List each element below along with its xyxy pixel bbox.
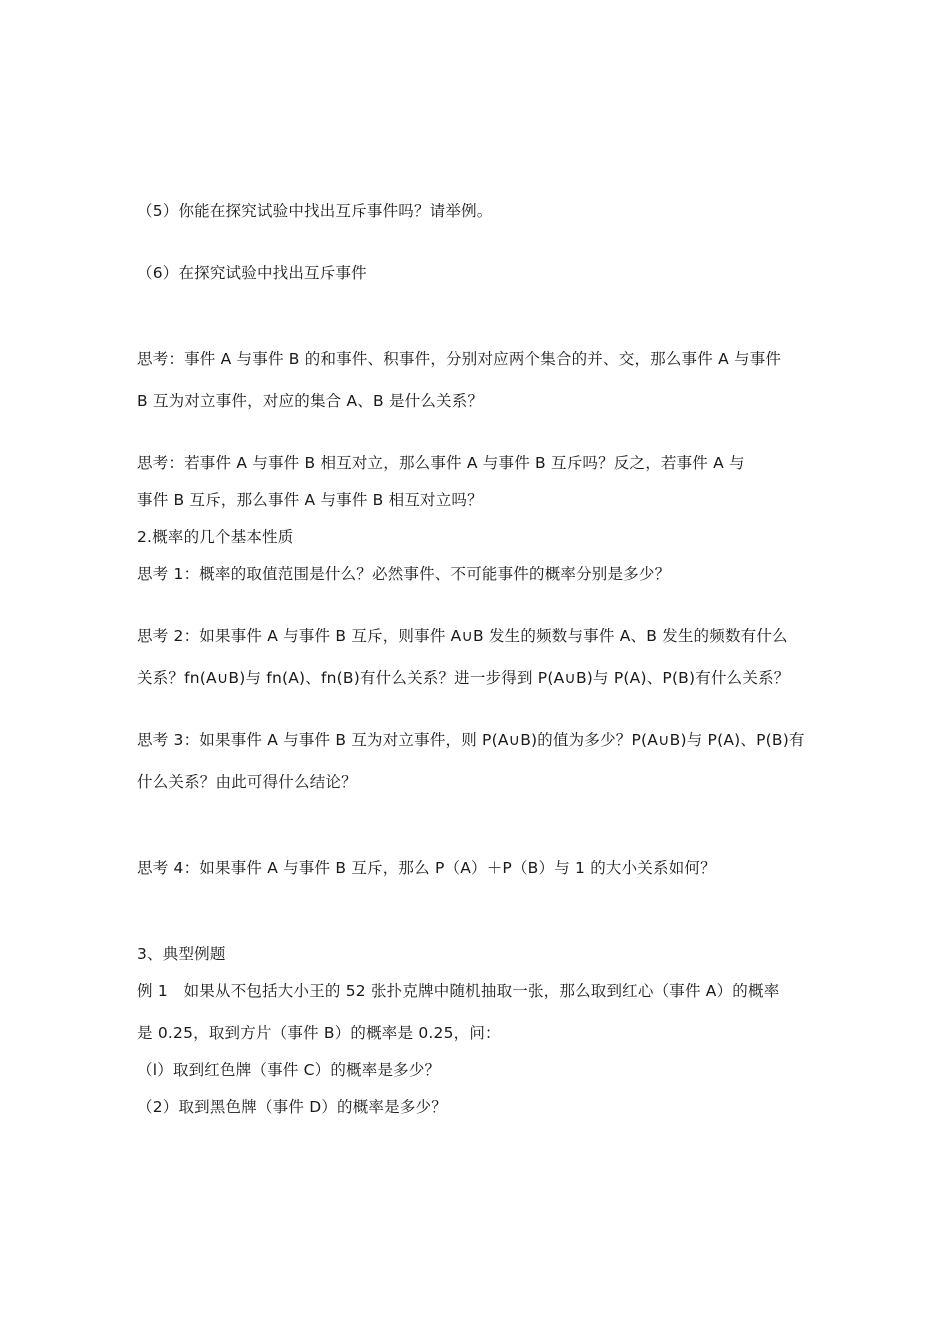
example-1-line-2: 是 0.25，取到方片（事件 B）的概率是 0.25，问： <box>137 1024 501 1042</box>
think-2-line-1: 思考 2：如果事件 A 与事件 B 互斥，则事件 A∪B 发生的频数与事件 A、B 发生的频数有什么 <box>137 627 788 645</box>
section-3-heading: 3、典型例题 <box>137 945 226 963</box>
question-5-line: （5）你能在探究试验中找出互斥事件吗？请举例。 <box>137 202 493 220</box>
question-6-line: （6）在探究试验中找出互斥事件 <box>137 264 367 282</box>
section-2-heading: 2.概率的几个基本性质 <box>137 528 294 546</box>
think-3-line-1: 思考 3：如果事件 A 与事件 B 互为对立事件，则 P(A∪B)的值为多少？P(A∪B)与 P(A)、P(B)有 <box>137 731 805 749</box>
think-2-line-2: 关系？fn(A∪B)与 fn(A)、fn(B)有什么关系？进一步得到 P(A∪B)与 P(A)、P(B)有什么关系？ <box>137 669 790 687</box>
think-opposite-line-1: 思考：若事件 A 与事件 B 相互对立，那么事件 A 与事件 B 互斥吗？反之，若事件 A 与 <box>137 454 745 472</box>
example-1-question-2: （2）取到黑色牌（事件 D）的概率是多少？ <box>137 1098 447 1116</box>
think-1-line: 思考 1：概率的取值范围是什么？必然事件、不可能事件的概率分别是多少？ <box>137 565 671 583</box>
example-1-line-1: 例 1 如果从不包括大小王的 52 张扑克牌中随机抽取一张，那么取到红心（事件 A）的概率 <box>137 982 780 1000</box>
think-union-intersection-line-2: B 互为对立事件，对应的集合 A、B 是什么关系？ <box>137 392 484 410</box>
think-3-line-2: 什么关系？由此可得什么结论？ <box>137 773 357 791</box>
think-union-intersection-line-1: 思考：事件 A 与事件 B 的和事件、积事件，分别对应两个集合的并、交，那么事件 A 与事件 <box>137 350 782 368</box>
example-1-question-1: （l）取到红色牌（事件 C）的概率是多少？ <box>137 1061 441 1079</box>
think-opposite-line-2: 事件 B 互斥，那么事件 A 与事件 B 相互对立吗？ <box>137 491 483 509</box>
think-4-line: 思考 4：如果事件 A 与事件 B 互斥，那么 P（A）＋P（B）与 1 的大小关系如何？ <box>137 859 716 877</box>
